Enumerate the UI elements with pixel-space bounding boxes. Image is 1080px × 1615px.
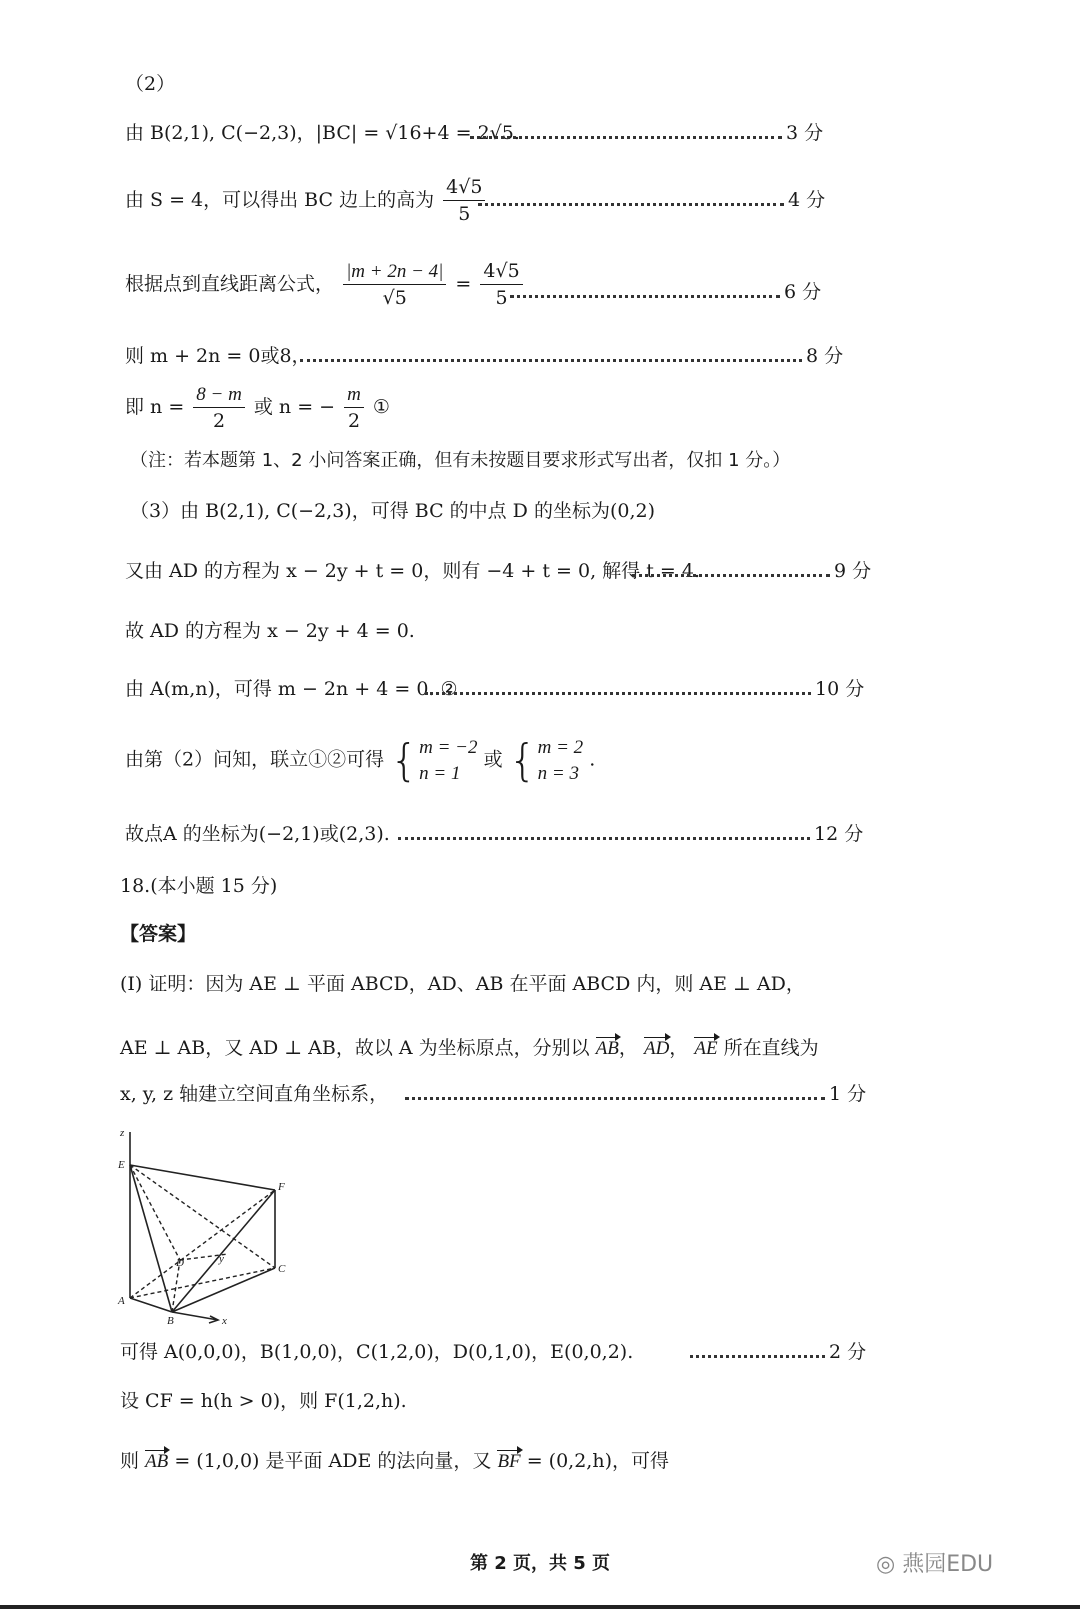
equation-system — [538, 735, 584, 786]
edge-bf — [172, 1190, 275, 1312]
score-label: 1 分 — [829, 1083, 867, 1105]
part2-line1: 由 B(2,1), C(−2,3)，|BC| = √16+4 = 2√5. — [125, 122, 520, 144]
fraction — [480, 262, 522, 308]
vector-ab: AB — [145, 1451, 169, 1472]
label-a: A — [118, 1295, 125, 1307]
q18-para2-text: 所在直线为 — [723, 1037, 819, 1059]
part3-line5-text: 由第（2）问知，联立①②可得 — [125, 748, 385, 771]
leader-dots — [632, 574, 830, 577]
scoring-note: （注：若本题第 1、2 小问答案正确，但有未按题目要求形式写出者，仅扣 1 分。） — [130, 450, 791, 471]
score-label: 8 分 — [806, 345, 844, 367]
edge-ed — [130, 1165, 180, 1260]
fraction-numerator: 4√5 — [443, 178, 485, 201]
score-label: 4 分 — [788, 189, 826, 211]
system-row: n = 1 — [419, 762, 461, 784]
part2-line2 — [125, 178, 488, 224]
label-f: F — [278, 1181, 285, 1193]
part2-line4: 则 m + 2n = 0或8， — [125, 345, 311, 367]
q18-para6-text: 则 — [120, 1450, 140, 1472]
fraction-denominator: 2 — [347, 410, 361, 432]
fraction-numerator: |m + 2n − 4| — [343, 262, 446, 285]
part3-line1: （3）由 B(2,1), C(−2,3)，可得 BC 的中点 D 的坐标为(0,2) — [130, 500, 655, 522]
leader-dots — [405, 1097, 825, 1100]
fraction — [193, 385, 245, 431]
fraction-denominator: 2 — [213, 410, 226, 432]
part3-line5 — [125, 735, 595, 786]
leader-dots — [398, 837, 810, 840]
q18-para2-text: AE ⊥ AB，又 AD ⊥ AB，故以 A 为坐标原点，分别以 — [120, 1037, 590, 1059]
part3-line6: 故点A 的坐标为(−2,1)或(2,3). — [125, 823, 390, 845]
part3-line4: 由 A(m,n)，可得 m − 2n + 4 = 0. ② — [125, 678, 458, 700]
equation-marker: ① — [372, 396, 390, 418]
edge-ac — [130, 1268, 275, 1298]
vector-bf: BF — [497, 1451, 521, 1472]
label-e: E — [118, 1159, 125, 1171]
period: . — [589, 748, 596, 771]
answer-tag: 【答案】 — [120, 923, 197, 945]
geometry-figure — [110, 1120, 300, 1325]
page-number: 第 2 页，共 5 页 — [469, 1553, 611, 1574]
watermark — [876, 1547, 993, 1578]
part2-line5-text: 或 n = − — [253, 396, 336, 418]
leader-dots — [470, 136, 782, 139]
equation-system — [419, 735, 477, 786]
label-z: z — [120, 1127, 125, 1139]
or-word: 或 — [483, 748, 503, 771]
edge-bc — [172, 1268, 275, 1312]
fraction-denominator: √5 — [382, 287, 407, 309]
q18-heading: 18.(本小题 15 分) — [120, 875, 278, 897]
fraction-denominator: 5 — [458, 203, 471, 225]
vector-ab: AB — [595, 1038, 619, 1059]
score-label: 6 分 — [784, 281, 822, 303]
score-label: 9 分 — [834, 560, 872, 582]
brace-symbol: { — [508, 734, 537, 786]
watermark-text: 燕园EDU — [902, 1552, 994, 1577]
leader-dots — [478, 203, 784, 206]
part2-line3 — [125, 262, 526, 308]
label-d: D — [176, 1257, 184, 1269]
part3-line3: 故 AD 的方程为 x − 2y + 4 = 0. — [125, 620, 415, 642]
fraction — [343, 262, 446, 308]
bottom-border — [0, 1605, 1080, 1609]
fraction-denominator: 5 — [495, 287, 508, 309]
leader-dots — [425, 692, 811, 695]
fraction-numerator: 8 − m — [193, 385, 245, 408]
q18-para6-text: = (0,2,h)，可得 — [526, 1450, 669, 1472]
q18-para1: (I) 证明：因为 AE ⊥ 平面 ABCD，AD、AB 在平面 ABCD 内，则 AE ⊥ AD， — [120, 973, 805, 995]
part3-line2: 又由 AD 的方程为 x − 2y + t = 0，则有 −4 + t = 0, 解得 t = 4. — [125, 560, 700, 582]
fraction-numerator: 4√5 — [480, 262, 522, 285]
score-label: 3 分 — [786, 122, 824, 144]
score-label: 10 分 — [815, 678, 865, 700]
label-b: B — [167, 1315, 174, 1325]
part2-line5-text: 即 n = — [125, 396, 185, 418]
label-c: C — [278, 1263, 286, 1275]
part2-heading: （2） — [125, 73, 176, 95]
vector-ad: AD — [643, 1038, 670, 1059]
score-label: 2 分 — [829, 1341, 867, 1363]
fraction — [344, 385, 364, 431]
leader-dots — [300, 359, 802, 362]
system-row: m = −2 — [419, 737, 478, 758]
equals-sign: = — [455, 273, 472, 295]
q18-para5: 设 CF = h(h > 0)，则 F(1,2,h). — [120, 1390, 407, 1412]
wechat-icon: ◎ — [876, 1552, 896, 1577]
fraction-numerator: m — [344, 385, 364, 408]
label-x: x — [222, 1315, 227, 1325]
edge-ab — [130, 1298, 172, 1312]
q18-para4: 可得 A(0,0,0)，B(1,0,0)，C(1,2,0)，D(0,1,0)，E(0,0,2). — [120, 1341, 634, 1363]
leader-dots — [510, 295, 780, 298]
q18-para6-text: = (1,0,0) 是平面 ADE 的法向量，又 — [174, 1450, 492, 1472]
score-label: 12 分 — [814, 823, 864, 845]
q18-para3: x, y, z 轴建立空间直角坐标系， — [120, 1083, 389, 1105]
q18-para2: AE ⊥ AB，又 AD ⊥ AB，故以 A 为坐标原点，分别以 AB， AD， AE 所在直线为 — [120, 1037, 819, 1059]
vector-ae: AE — [694, 1038, 718, 1059]
part2-line2-text: 由 S = 4，可以得出 BC 边上的高为 — [125, 189, 435, 211]
q18-para6 — [120, 1450, 669, 1471]
part2-line3-text: 根据点到直线距离公式， — [125, 273, 335, 295]
fraction — [443, 178, 485, 224]
leader-dots — [690, 1355, 825, 1358]
brace-symbol: { — [390, 734, 419, 786]
system-row: n = 3 — [537, 762, 579, 784]
edge-ef — [130, 1165, 275, 1190]
system-row: m = 2 — [537, 737, 584, 758]
part2-line5 — [125, 385, 390, 431]
label-y: y — [219, 1253, 224, 1265]
